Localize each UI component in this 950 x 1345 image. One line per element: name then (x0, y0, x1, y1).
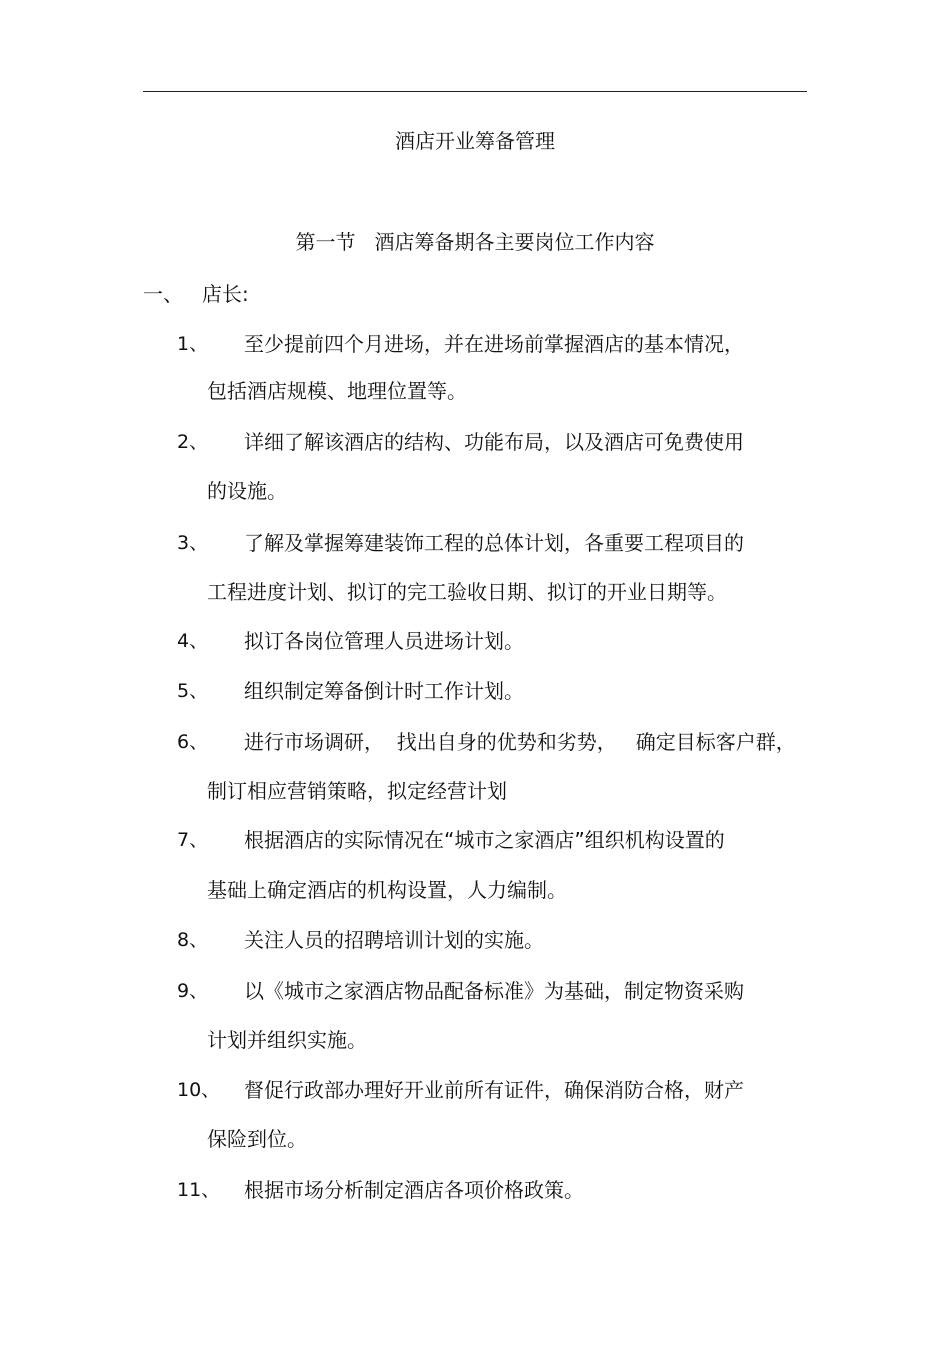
item-text: 进行市场调研， 找出自身的优势和劣势， 确定目标客户群， (244, 730, 796, 754)
item-number: 10、 (177, 1079, 221, 1101)
item-number: 7、 (177, 829, 209, 851)
item-number: 1、 (177, 333, 209, 355)
item-text: 根据市场分析制定酒店各项价格政策。 (244, 1178, 584, 1202)
item-text: 了解及掌握筹建装饰工程的总体计划，各重要工程项目的 (244, 531, 744, 555)
item-number: 8、 (177, 929, 209, 951)
item-text: 至少提前四个月进场，并在进场前掌握酒店的基本情况， (244, 332, 744, 356)
item-text: 拟订各岗位管理人员进场计划。 (244, 629, 524, 653)
item-number: 2、 (177, 431, 209, 453)
item-text: 组织制定筹备倒计时工作计划。 (244, 679, 524, 703)
item-text-continued: 基础上确定酒店的机构设置，人力编制。 (207, 878, 567, 902)
section-heading: 第一节 酒店筹备期各主要岗位工作内容 (295, 230, 655, 254)
item-number: 3、 (177, 532, 209, 554)
item-text: 详细了解该酒店的结构、功能布局，以及酒店可免费使用 (244, 430, 744, 454)
item-text: 督促行政部办理好开业前所有证件，确保消防合格，财产 (244, 1078, 744, 1102)
item-text-continued: 计划并组织实施。 (207, 1028, 367, 1052)
item-text-continued: 包括酒店规模、地理位置等。 (207, 379, 467, 403)
item-number: 6、 (177, 731, 209, 753)
item-text-continued: 工程进度计划、拟订的完工验收日期、拟订的开业日期等。 (207, 580, 727, 604)
item-text-continued: 的设施。 (207, 479, 287, 503)
item-number: 4、 (177, 630, 209, 652)
item-text: 根据酒店的实际情况在“城市之家酒店”组织机构设置的 (244, 828, 725, 852)
item-text-continued: 保险到位。 (207, 1127, 307, 1151)
part-label: 店长: (202, 282, 249, 306)
part-number: 一、 (143, 282, 183, 306)
item-number: 9、 (177, 980, 209, 1002)
item-number: 11、 (177, 1179, 221, 1201)
document-title: 酒店开业筹备管理 (395, 129, 555, 153)
item-text-continued: 制订相应营销策略，拟定经营计划 (207, 779, 507, 803)
item-number: 5、 (177, 680, 209, 702)
item-text: 关注人员的招聘培训计划的实施。 (244, 928, 544, 952)
item-text: 以《城市之家酒店物品配备标准》为基础，制定物资采购 (244, 979, 744, 1003)
top-rule (143, 91, 807, 92)
